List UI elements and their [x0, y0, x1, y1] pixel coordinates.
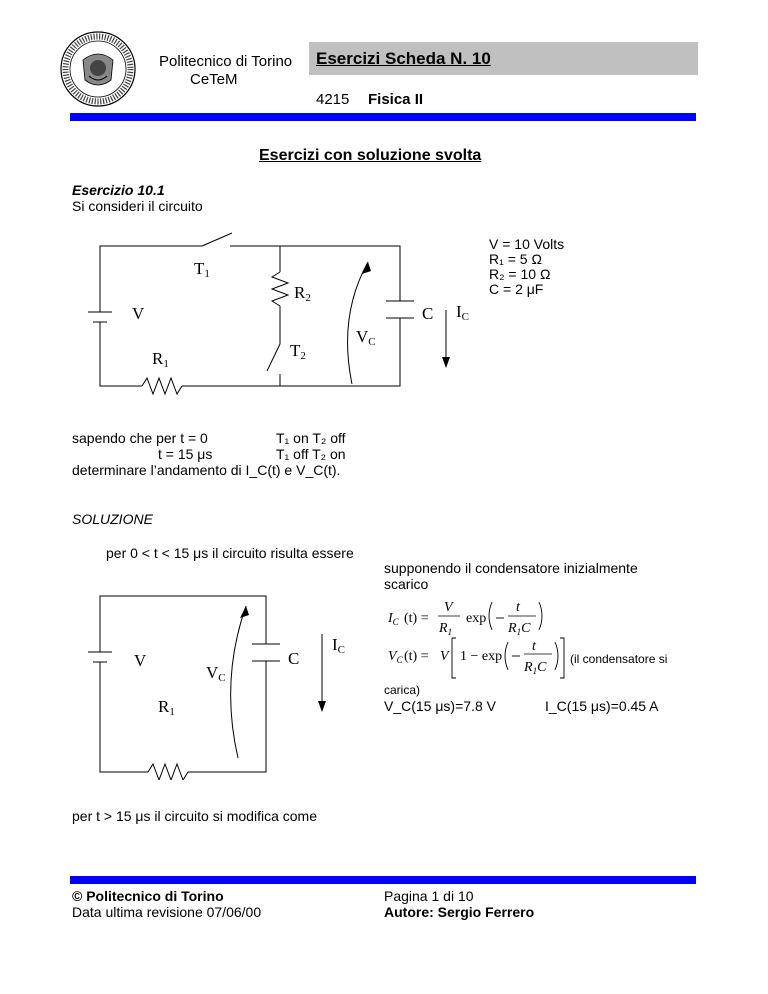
university-seal-logo — [59, 30, 137, 108]
label-r2: R2 — [294, 283, 311, 304]
switch-t2 — [267, 344, 280, 371]
resistor-r2 — [272, 272, 288, 306]
footer-copyright: © Politecnico di Torino — [72, 888, 224, 904]
main-title: Esercizi con soluzione svolta — [259, 147, 482, 164]
battery — [88, 312, 112, 322]
result-ic: I_C(15 μs)=0.45 A — [545, 698, 659, 714]
label-c: C — [422, 304, 434, 323]
vc-arrow-2 — [231, 606, 246, 758]
solution-heading: SOLUZIONE — [72, 511, 153, 527]
svg-text:R1C: $R_1C$ — [524, 660, 547, 676]
solution-assumption: supponendo il condensatore inizialmente scarico — [384, 560, 638, 592]
condition-t15: t = 15 μs — [158, 446, 213, 462]
condition-t0-states: T₁ on T₂ off — [276, 430, 346, 446]
svg-text:R1: $R_1$ — [439, 621, 453, 637]
exercise-heading: Esercizio 10.1 — [72, 182, 165, 198]
battery-2 — [88, 652, 112, 662]
label-t1: T1 — [194, 259, 210, 280]
exercise-question: determinare l’andamento di I_C(t) e V_C(t). — [72, 462, 341, 478]
switch-t1 — [202, 233, 232, 246]
footer-author: Autore: Sergio Ferrero — [384, 904, 535, 920]
institution-name: Politecnico di Torino — [159, 53, 293, 70]
label-ic-2: IC — [332, 635, 346, 656]
solution-phase1: per 0 < t < 15 μs il circuito risulta essere — [106, 545, 354, 561]
ic-lhs: $I_C$ — [388, 611, 399, 627]
capacitor-c — [386, 301, 414, 318]
label-r1-2: R1 — [158, 697, 175, 718]
solution-phase2: per t > 15 μs il circuito si modifica come — [72, 808, 317, 824]
condition-t15-states: T₁ off T₂ on — [276, 446, 346, 462]
svg-text:(t) =: (t) = — [404, 649, 429, 664]
label-r1: R1 — [152, 349, 169, 370]
institution-subunit: CeTeM — [190, 71, 238, 88]
param-r1: R₁ = 5 Ω — [489, 251, 542, 267]
capacitor-c-2 — [252, 644, 280, 661]
result-vc: V_C(15 μs)=7.8 V — [384, 698, 496, 714]
label-vc-2: VC — [206, 663, 226, 684]
label-c-2: C — [288, 649, 300, 668]
circuit-diagram-phase1 — [70, 580, 380, 780]
svg-text:(t) =: (t) = — [404, 611, 429, 626]
param-r2: R₂ = 10 Ω — [489, 266, 551, 282]
footer-rule — [70, 876, 696, 884]
condition-t0: sapendo che per t = 0 — [72, 430, 208, 446]
svg-text:V: V — [440, 649, 449, 664]
formula-ic-vc — [384, 594, 694, 682]
header-rule — [70, 113, 696, 121]
sheet-title: Esercizi Scheda N. 10 — [316, 49, 491, 68]
param-capacitance: C = 2 μF — [489, 281, 544, 297]
svg-text:t: t — [516, 600, 520, 615]
svg-text:V: V — [444, 600, 453, 615]
label-ic: IC — [456, 302, 470, 323]
resistor-r1 — [142, 378, 182, 394]
footer-page: Pagina 1 di 10 — [384, 888, 474, 904]
circuit-diagram-full — [70, 226, 490, 406]
svg-text:exp: exp — [466, 611, 487, 626]
resistor-r1-2 — [148, 764, 188, 780]
label-t2: T2 — [290, 341, 306, 362]
formula-note-start: (il condensatore si — [570, 652, 668, 666]
vc-lhs: $V_C$ — [388, 649, 403, 665]
svg-text:1 − exp: 1 − exp — [460, 649, 503, 664]
course-name: Fisica II — [368, 91, 424, 108]
svg-text:R1C: $R_1C$ — [508, 621, 531, 637]
label-v: V — [132, 304, 145, 323]
param-voltage: V = 10 Volts — [489, 236, 565, 252]
label-vc: VC — [356, 327, 376, 348]
exercise-intro: Si consideri il circuito — [72, 198, 203, 214]
label-v-2: V — [134, 651, 147, 670]
formula-note-end: carica) — [384, 683, 421, 697]
svg-text:t: t — [532, 639, 536, 654]
course-code: 4215 — [316, 91, 350, 108]
footer-revision: Data ultima revisione 07/06/00 — [72, 904, 262, 920]
vc-arrow — [348, 262, 368, 384]
